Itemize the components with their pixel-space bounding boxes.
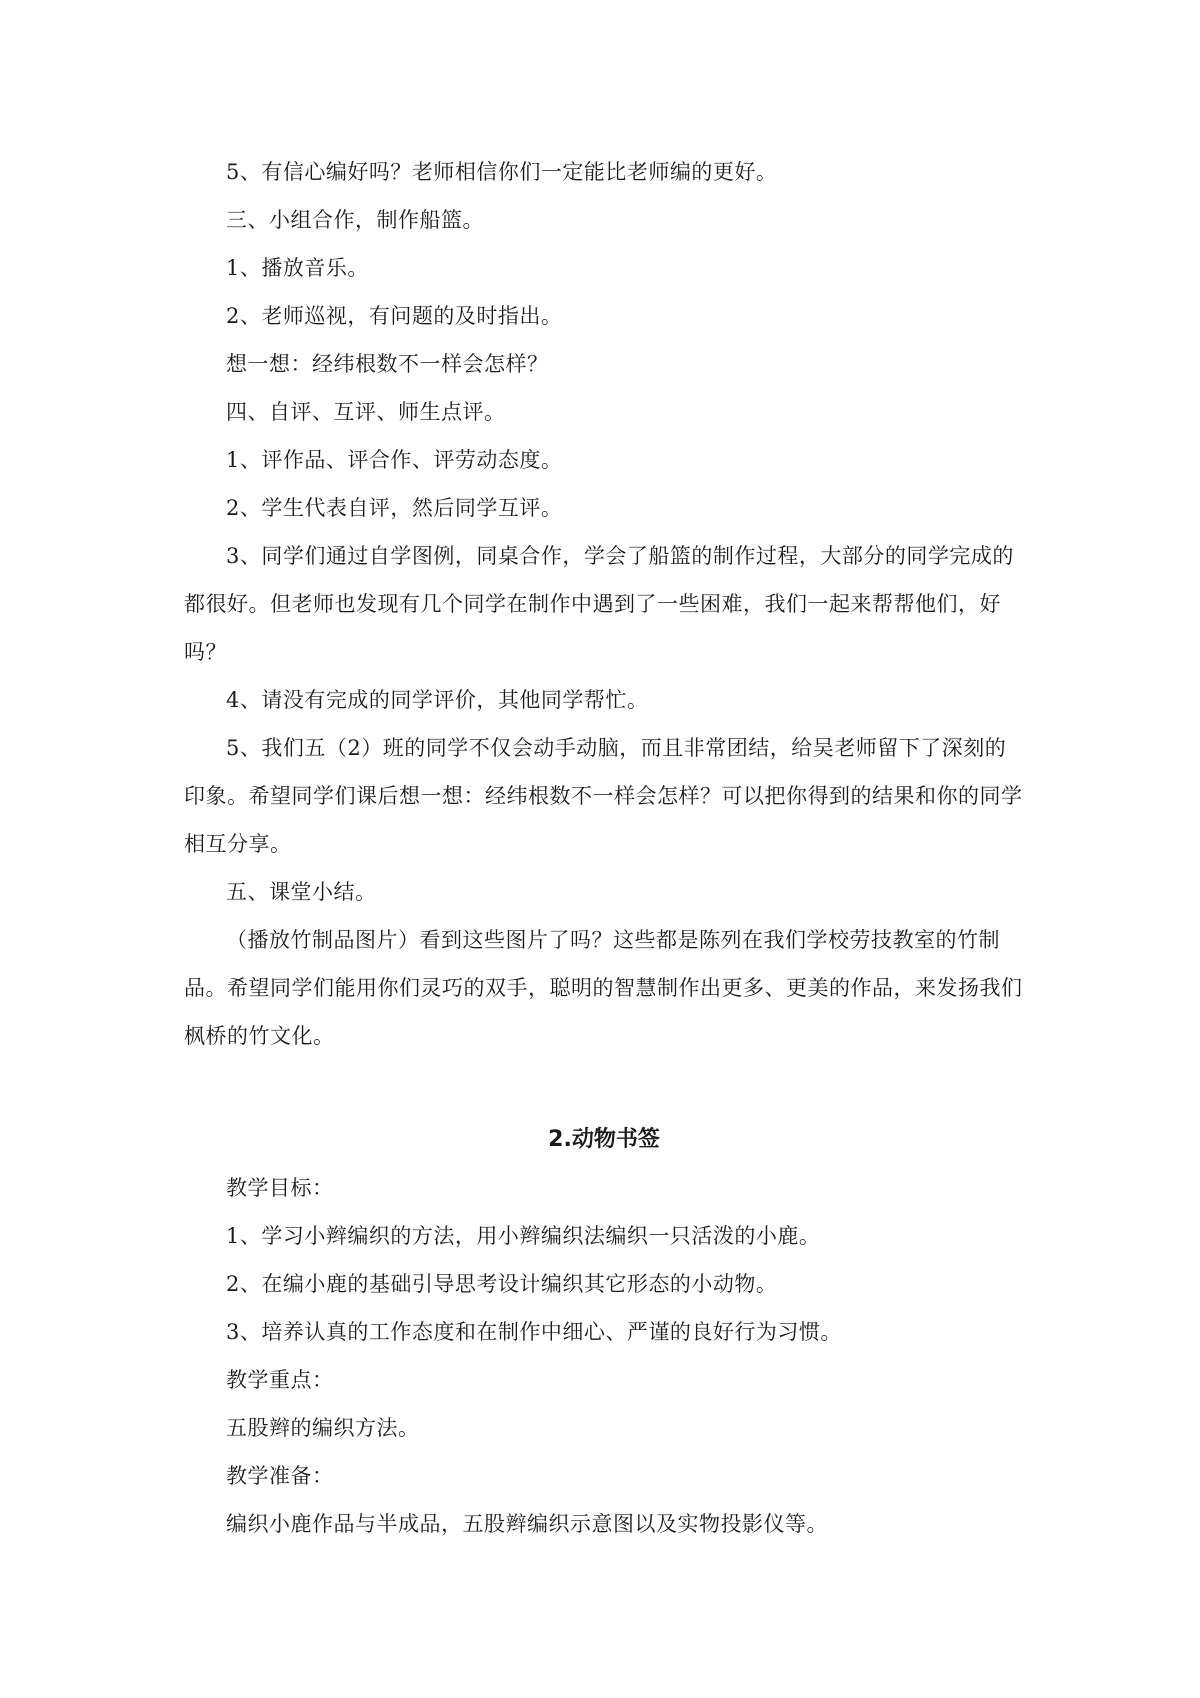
paragraph: 四、自评、互评、师生点评。 bbox=[226, 400, 506, 424]
paragraph: 教学目标： bbox=[226, 1176, 334, 1200]
paragraph: 2、在编小鹿的基础引导思考设计编织其它形态的小动物。 bbox=[226, 1272, 778, 1296]
paragraph: 4、请没有完成的同学评价，其他同学帮忙。 bbox=[226, 688, 649, 712]
paragraph: 1、学习小辫编织的方法，用小辫编织法编织一只活泼的小鹿。 bbox=[226, 1224, 821, 1248]
paragraph: 1、评作品、评合作、评劳动态度。 bbox=[226, 448, 563, 472]
paragraph: 2、老师巡视，有问题的及时指出。 bbox=[226, 304, 563, 328]
paragraph: 5、我们五（2）班的同学不仅会动手动脑，而且非常团结，给吴老师留下了深刻的印象。希望同学们课后想一想：经纬根数不一样会怎样？可以把你得到的结果和你的同学相互分享。 bbox=[184, 736, 1023, 856]
paragraph: 五股辫的编织方法。 bbox=[226, 1416, 420, 1440]
paragraph: 想一想：经纬根数不一样会怎样？ bbox=[226, 352, 549, 376]
paragraph: 5、有信心编好吗？老师相信你们一定能比老师编的更好。 bbox=[226, 160, 778, 184]
paragraph: 教学重点： bbox=[226, 1368, 334, 1392]
paragraph: 编织小鹿作品与半成品，五股辫编织示意图以及实物投影仪等。 bbox=[226, 1512, 828, 1536]
paragraph: 3、同学们通过自学图例，同桌合作，学会了船篮的制作过程，大部分的同学完成的都很好。但老师也发现有几个同学在制作中遇到了一些困难，我们一起来帮帮他们，好吗？ bbox=[184, 544, 1014, 664]
paragraph: （播放竹制品图片）看到这些图片了吗？这些都是陈列在我们学校劳技教室的竹制品。希望同学们能用你们灵巧的双手，聪明的智慧制作出更多、更美的作品，来发扬我们枫桥的竹文化。 bbox=[184, 928, 1023, 1048]
paragraph: 3、培养认真的工作态度和在制作中细心、严谨的良好行为习惯。 bbox=[226, 1320, 842, 1344]
section-title: 2.动物书签 bbox=[548, 1127, 660, 1152]
paragraph: 2、学生代表自评，然后同学互评。 bbox=[226, 496, 563, 520]
paragraph: 三、小组合作，制作船篮。 bbox=[226, 208, 484, 232]
paragraph: 五、课堂小结。 bbox=[226, 880, 377, 904]
paragraph: 1、播放音乐。 bbox=[226, 256, 369, 280]
paragraph: 教学准备： bbox=[226, 1464, 334, 1488]
